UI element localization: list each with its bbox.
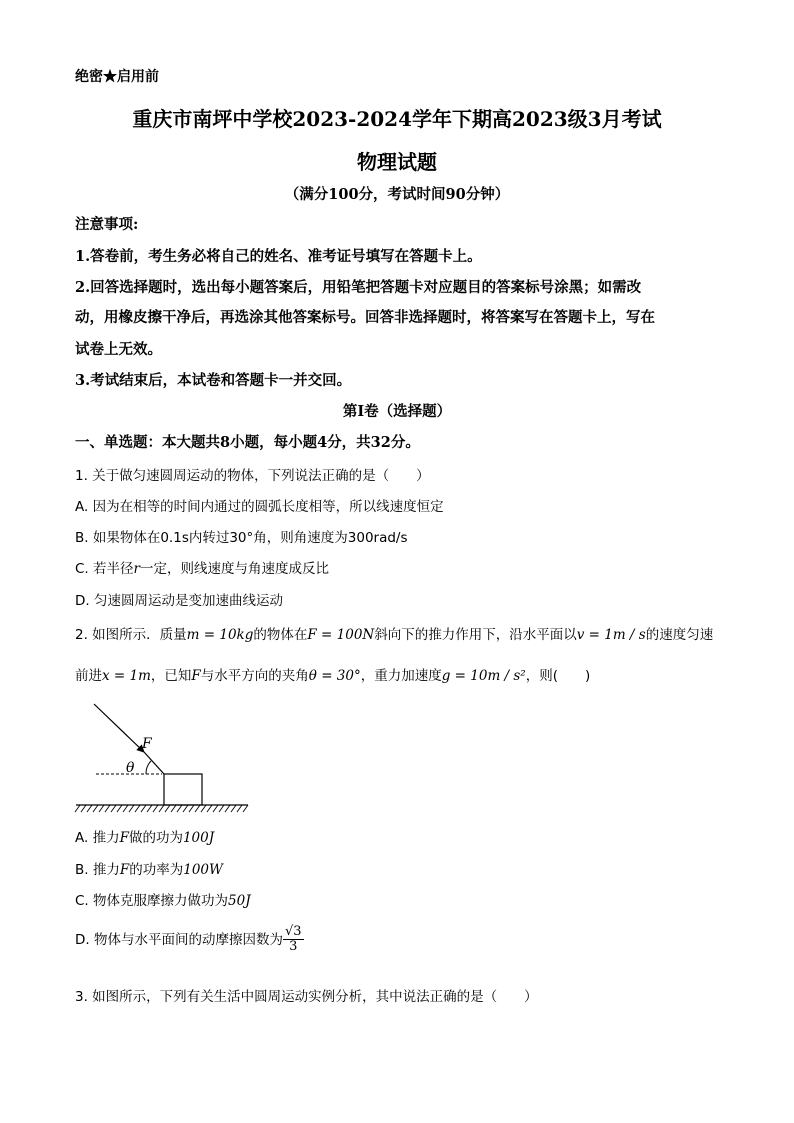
angle-arc bbox=[146, 761, 151, 774]
hatch-mark bbox=[201, 805, 206, 812]
q2-stem-line-1 bbox=[75, 623, 713, 643]
force-line bbox=[144, 752, 164, 774]
hatch-mark bbox=[105, 805, 110, 812]
q2-stem-text: 前进 bbox=[75, 668, 102, 684]
fraction bbox=[283, 925, 304, 955]
ground-hatching bbox=[75, 805, 248, 812]
notes-heading: 注意事项: bbox=[75, 216, 139, 233]
q2-stem-text: ，已知 bbox=[150, 668, 192, 684]
note-item-2-line-3: 试卷上无效。 bbox=[75, 341, 162, 358]
q2-option-value: 50J bbox=[228, 893, 251, 909]
q2-mass: m = 10kg bbox=[186, 627, 254, 643]
q2-option-text: C. 物体克服摩擦力做功为 bbox=[75, 893, 229, 909]
part-title: 第I卷（选择题） bbox=[342, 403, 452, 420]
q2-option-value: 100W bbox=[183, 862, 223, 878]
hatch-mark bbox=[93, 805, 98, 812]
hatch-mark bbox=[177, 805, 182, 812]
q1-option-b: B. 如果物体在0.1s内转过30°角，则角速度为300rad/s bbox=[75, 530, 408, 546]
q2-stem-text: ，重力加速度 bbox=[360, 668, 442, 684]
hatch-mark bbox=[231, 805, 236, 812]
q2-stem-text: 2. 如图所示．质量 bbox=[75, 627, 187, 643]
q2-option-d bbox=[75, 925, 304, 955]
q2-option-text: D. 物体与水平面间的动摩擦因数为 bbox=[75, 931, 283, 948]
q2-stem-text: 的速度匀速 bbox=[645, 627, 714, 643]
hatch-mark bbox=[237, 805, 242, 812]
hatch-mark bbox=[243, 805, 248, 812]
hatch-mark bbox=[129, 805, 134, 812]
hatch-mark bbox=[141, 805, 146, 812]
q2-angle: θ = 30° bbox=[308, 668, 361, 684]
q2-distance: x = 1m bbox=[102, 668, 151, 684]
note-item-1: 1.答卷前，考生务必将自己的姓名、准考证号填写在答题卡上。 bbox=[75, 248, 482, 265]
q1-option-c-var: r bbox=[133, 561, 140, 577]
hatch-mark bbox=[87, 805, 92, 812]
hatch-mark bbox=[99, 805, 104, 812]
q2-option-value: 100J bbox=[182, 830, 215, 846]
hatch-mark bbox=[147, 805, 152, 812]
hatch-mark bbox=[75, 805, 80, 812]
hatch-mark bbox=[123, 805, 128, 812]
score-info: （满分100分，考试时间90分钟） bbox=[284, 186, 510, 203]
hatch-mark bbox=[189, 805, 194, 812]
q2-option-var: F bbox=[119, 862, 130, 878]
q2-option-text: A. 推力 bbox=[75, 830, 120, 846]
fraction-numerator: √3 bbox=[284, 924, 302, 939]
q2-stem-text: 的物体在 bbox=[253, 627, 308, 643]
exam-title: 重庆市南坪中学校2023-2024学年下期高2023级3月考试 bbox=[132, 107, 662, 131]
q2-option-text: 做的功为 bbox=[128, 830, 183, 846]
note-item-3: 3.考试结束后，本试卷和答题卡一并交回。 bbox=[75, 372, 352, 389]
q2-option-b bbox=[75, 858, 223, 878]
q2-stem-text: 斜向下的推力作用下，沿水平面以 bbox=[374, 627, 577, 643]
hatch-mark bbox=[165, 805, 170, 812]
q2-force: F = 100N bbox=[307, 627, 375, 643]
q2-option-a bbox=[75, 826, 214, 846]
force-arrow bbox=[94, 704, 144, 752]
note-item-2-line-2: 动，用橡皮擦干净后，再选涂其他答案标号。回答非选择题时，将答案写在答题卡上，写在 bbox=[75, 309, 655, 326]
q1-option-d: D. 匀速圆周运动是变加速曲线运动 bbox=[75, 593, 283, 609]
hatch-mark bbox=[111, 805, 116, 812]
q1-option-c bbox=[75, 557, 329, 577]
hatch-mark bbox=[183, 805, 188, 812]
q2-option-c bbox=[75, 889, 251, 909]
hatch-mark bbox=[225, 805, 230, 812]
fraction-denominator: 3 bbox=[289, 939, 298, 955]
hatch-mark bbox=[207, 805, 212, 812]
q2-stem-text: 与水平方向的夹角 bbox=[200, 668, 309, 684]
q2-gravity: g = 10m / s² bbox=[441, 668, 526, 684]
q2-f-var: F bbox=[191, 668, 201, 684]
q1-option-c-post: 一定，则线速度与角速度成反比 bbox=[139, 561, 329, 577]
hatch-mark bbox=[195, 805, 200, 812]
q2-option-text: 的功率为 bbox=[129, 862, 184, 878]
q2-stem-text: ，则( ) bbox=[525, 668, 591, 684]
hatch-mark bbox=[219, 805, 224, 812]
hatch-mark bbox=[171, 805, 176, 812]
q2-stem-line-2 bbox=[75, 664, 590, 684]
hatch-mark bbox=[117, 805, 122, 812]
note-item-2-line-1: 2.回答选择题时，选出每小题答案后，用铅笔把答题卡对应题目的答案标号涂黑；如需改 bbox=[75, 279, 642, 296]
q3-stem: 3. 如图所示，下列有关生活中圆周运动实例分析，其中说法正确的是（ ） bbox=[75, 989, 538, 1005]
q2-option-text: B. 推力 bbox=[75, 862, 120, 878]
q1-option-c-pre: C. 若半径 bbox=[75, 561, 134, 577]
block bbox=[164, 774, 202, 805]
q2-force-diagram bbox=[74, 698, 254, 814]
angle-label: θ bbox=[126, 760, 135, 776]
q2-velocity: v = 1m / s bbox=[576, 627, 646, 643]
subject-title: 物理试题 bbox=[357, 150, 437, 174]
hatch-mark bbox=[159, 805, 164, 812]
hatch-mark bbox=[81, 805, 86, 812]
secret-label: 绝密★启用前 bbox=[75, 69, 159, 85]
force-label: F bbox=[142, 736, 152, 752]
q1-stem: 1. 关于做匀速圆周运动的物体，下列说法正确的是（ ） bbox=[75, 468, 430, 484]
hatch-mark bbox=[153, 805, 158, 812]
q1-option-a: A. 因为在相等的时间内通过的圆弧长度相等，所以线速度恒定 bbox=[75, 499, 444, 515]
question-type-heading: 一、单选题：本大题共8小题，每小题4分，共32分。 bbox=[75, 434, 420, 451]
hatch-mark bbox=[213, 805, 218, 812]
hatch-mark bbox=[135, 805, 140, 812]
q2-option-var: F bbox=[119, 830, 129, 846]
